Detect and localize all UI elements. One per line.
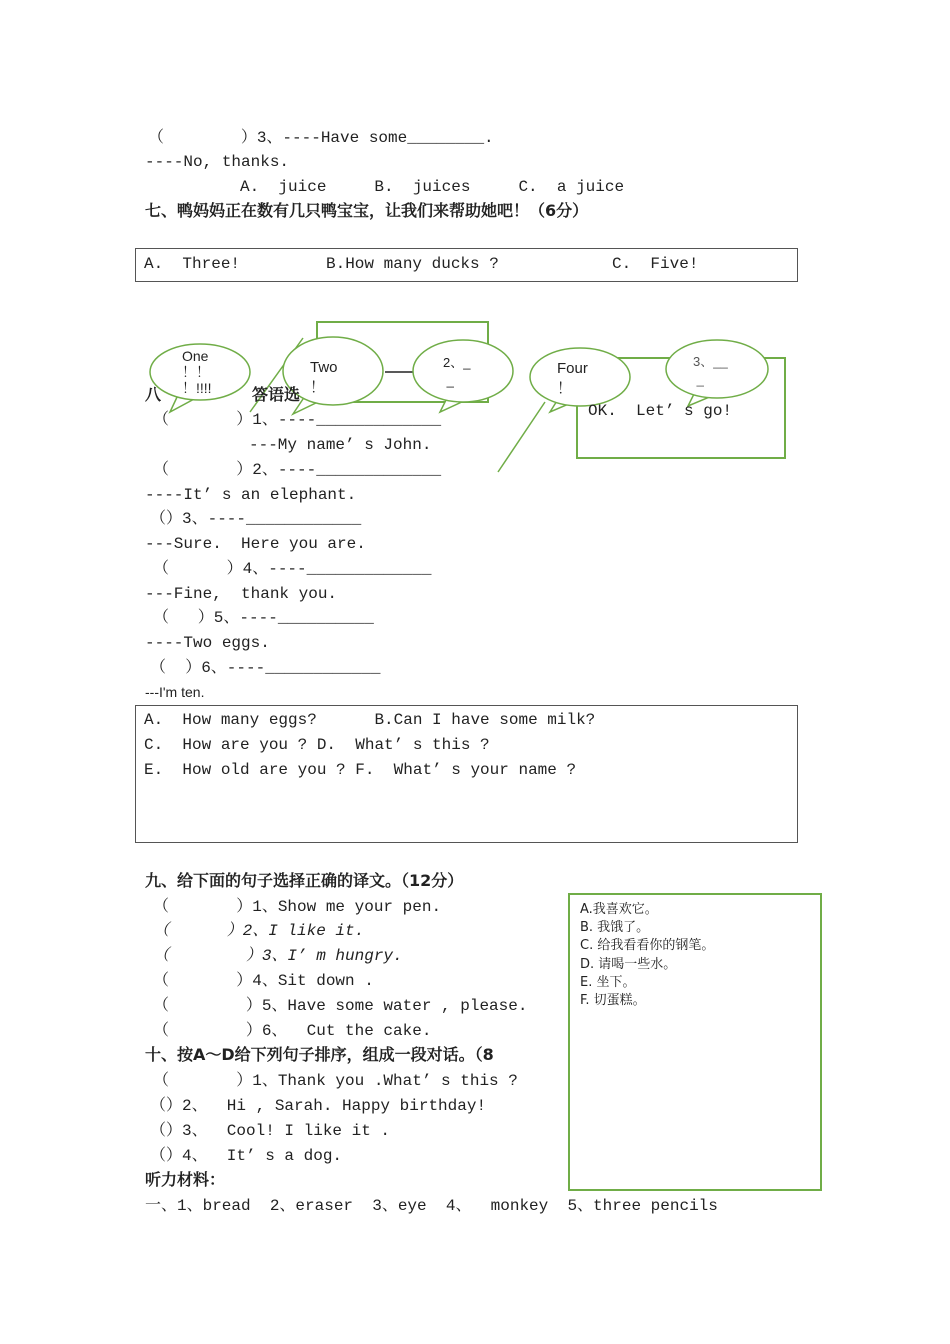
- option-a: A. Three!: [144, 255, 241, 273]
- translation-f: F. 切蛋糕。: [580, 993, 646, 1008]
- s8-item-5: （ ）5、----__________: [153, 609, 374, 627]
- s8-answer-2: ----It’ s an elephant.: [145, 486, 357, 504]
- section-9-title: 九、给下面的句子选择正确的译文。（12分）: [145, 871, 464, 890]
- duck-dialogue-illustration: [0, 0, 950, 480]
- s8-options-line-2: C. How are you ? D. What’ s this ?: [144, 736, 490, 754]
- section-8-options-box: [135, 705, 798, 843]
- s10-item-4: （）4、 It’ s a dog.: [150, 1147, 343, 1165]
- option-c: C. Five!: [612, 255, 699, 273]
- section-7-title: 七、鸭妈妈正在数有几只鸭宝宝，让我们来帮助她吧！（6分）: [145, 201, 589, 220]
- translation-a: A.我喜欢它。: [580, 902, 658, 917]
- bubble-blank-2-text: 2、_ _: [443, 355, 471, 388]
- s8-item-6: （ ）6、----____________: [150, 659, 381, 677]
- listening-line-1: 一、1、bread 2、eraser 3、eye 4、 monkey 5、three pencils: [145, 1197, 718, 1215]
- translation-c: C. 给我看看你的钢笔。: [580, 938, 715, 953]
- s10-item-1: （ ）1、Thank you .What’ s this ?: [153, 1072, 518, 1090]
- q6-item-3: （ ）3、----Have some________.: [148, 129, 494, 147]
- s8-options-line-1: A. How many eggs? B.Can I have some milk?: [144, 711, 596, 729]
- option-b: B.How many ducks ?: [326, 255, 499, 273]
- s9-item-6: （ ）6、 Cut the cake.: [153, 1022, 432, 1040]
- s8-options-line-3: E. How old are you ? F. What’ s your name ?: [144, 761, 577, 779]
- section-10-title: 十、按A～D给下列句子排序，组成一段对话。（8: [145, 1045, 494, 1064]
- ok-lets-go-text: OK. Let’ s go!: [588, 402, 733, 420]
- s8-answer-1: ---My name’ s John.: [249, 436, 432, 454]
- s8-answer-4: ---Fine, thank you.: [145, 585, 338, 603]
- s8-answer-3: ---Sure. Here you are.: [145, 535, 366, 553]
- q6-options-3: A. juice B. juices C. a juice: [240, 178, 625, 196]
- s9-item-5: （ ）5、Have some water , please.: [153, 997, 528, 1015]
- s8-item-2: （ ）2、----_____________: [153, 461, 442, 479]
- translation-b: B. 我饿了。: [580, 920, 650, 935]
- bubble-two-text: Two ！: [310, 359, 338, 396]
- s9-item-4: （ ）4、Sit down .: [153, 972, 374, 990]
- translation-d: D. 请喝一些水。: [580, 957, 677, 972]
- section-8-title-partial: 答语选: [252, 385, 301, 404]
- bubble-blank-3-text: 3、__ _: [693, 354, 728, 387]
- q6-answer-3: ----No, thanks.: [145, 153, 290, 171]
- bubble-one-text: One ！！ ！!!!!: [182, 348, 212, 396]
- s8-item-3: （）3、----____________: [150, 510, 362, 528]
- s10-item-2: （）2、 Hi , Sarah. Happy birthday!: [150, 1097, 487, 1115]
- s10-item-3: （）3、 Cool! I like it .: [150, 1122, 391, 1140]
- bubble-four-text: Four ！: [557, 360, 588, 397]
- s8-item-1: （ ）1、----_____________: [153, 411, 442, 429]
- s9-item-1: （ ）1、Show me your pen.: [153, 898, 442, 916]
- s8-item-4: （ ）4、----_____________: [153, 560, 432, 578]
- s9-item-3: （ ）3、I’ m hungry.: [153, 947, 403, 965]
- s8-answer-6: ---I'm ten.: [145, 684, 205, 700]
- s8-answer-5: ----Two eggs.: [145, 634, 270, 652]
- listening-title: 听力材料：: [145, 1170, 226, 1189]
- translation-e: E. 坐下。: [580, 975, 636, 990]
- section-8-title-start: 八: [145, 385, 162, 404]
- s9-item-2: （ ）2、I like it.: [153, 922, 365, 940]
